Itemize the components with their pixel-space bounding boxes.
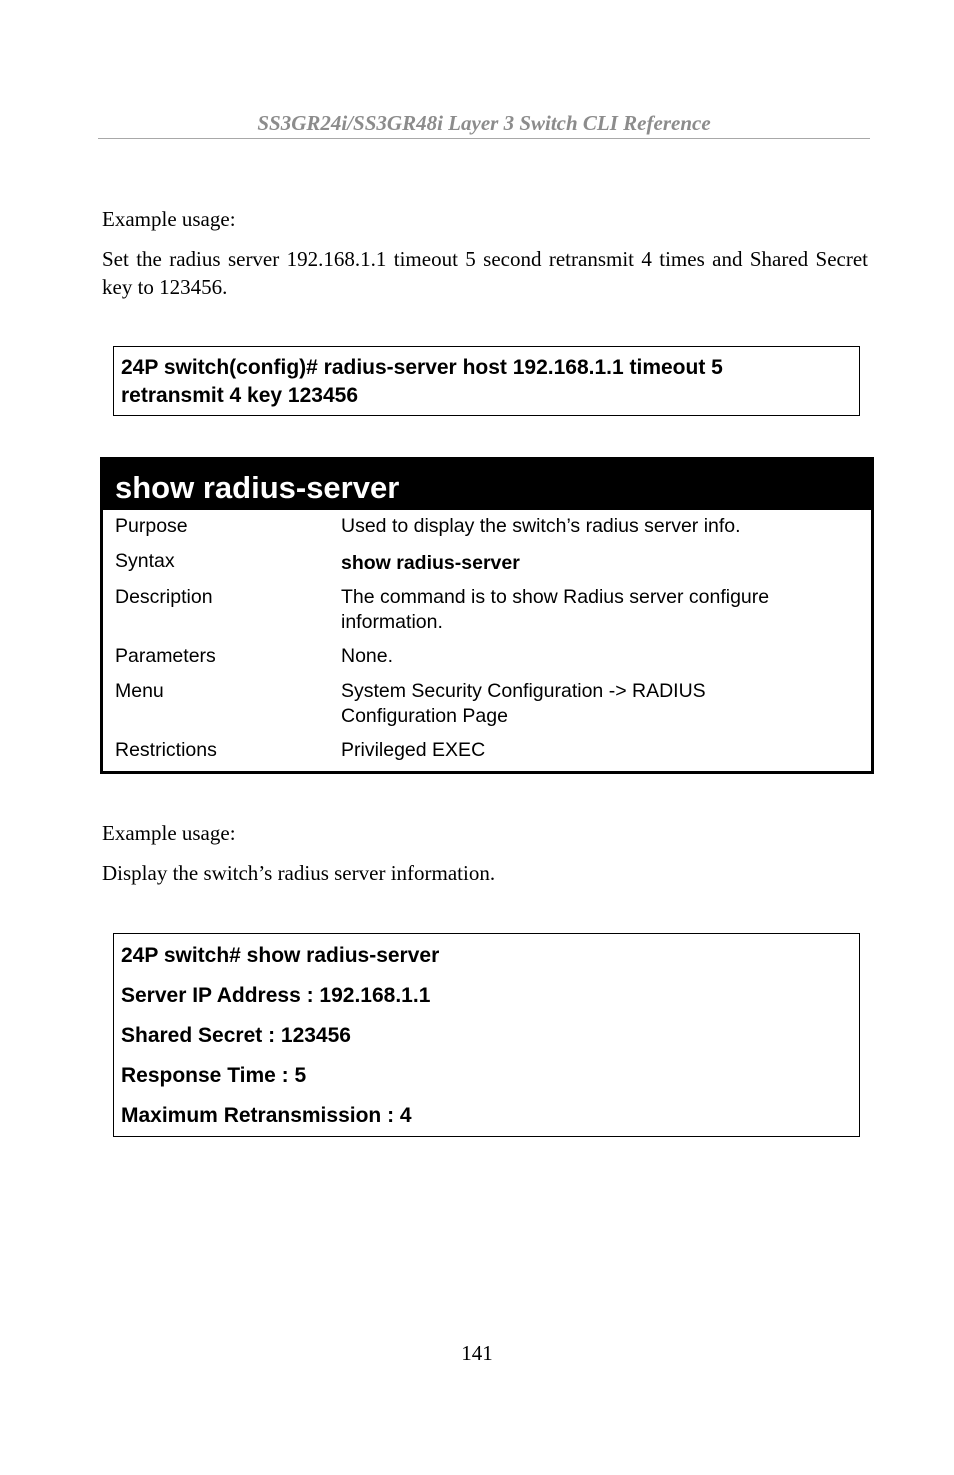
table-row: [103, 679, 871, 739]
row-value-menu: System Security Configuration -> RADIUS Configuration Page: [341, 680, 706, 727]
code-example-output: [113, 933, 860, 1137]
example-usage-label: Example usage:: [102, 207, 236, 231]
code-example-config: [113, 346, 860, 416]
example-usage-label-2: Example usage:: [102, 821, 236, 845]
code-line: retransmit 4 key 123456: [121, 384, 358, 407]
row-key-restrictions: Restrictions: [115, 739, 217, 761]
table-row: [103, 510, 871, 550]
row-key-description: Description: [115, 586, 213, 608]
code-line: 24P switch(config)# radius-server host 192.168.1.1 timeout 5: [121, 356, 723, 379]
row-value-description: The command is to show Radius server configure information.: [341, 586, 770, 633]
code-line: Response Time : 5: [121, 1064, 307, 1087]
row-key-parameters: Parameters: [115, 645, 216, 667]
command-title: show radius-server: [103, 460, 871, 510]
table-row: [103, 585, 871, 645]
row-key-syntax: Syntax: [115, 550, 175, 572]
command-reference-table: [100, 457, 874, 774]
table-row: [103, 739, 871, 771]
table-row: [103, 645, 871, 679]
row-key-purpose: Purpose: [115, 515, 188, 537]
row-value-restrictions: Privileged EXEC: [341, 739, 486, 761]
code-line: 24P switch# show radius-server: [121, 944, 440, 967]
row-value-parameters: None.: [341, 645, 394, 667]
code-line: Server IP Address : 192.168.1.1: [121, 984, 431, 1007]
row-key-menu: Menu: [115, 680, 164, 702]
row-value-purpose: Used to display the switch’s radius server info.: [341, 515, 741, 537]
example-description-2: Display the switch’s radius server information.: [102, 861, 496, 885]
running-header: SS3GR24i/SS3GR48i Layer 3 Switch CLI Reference: [98, 111, 870, 139]
row-value-syntax: show radius-server: [341, 552, 520, 574]
example-description: Set the radius server 192.168.1.1 timeout 5 second retransmit 4 times and Shared Secret key to 123456.: [102, 247, 868, 299]
code-line: Shared Secret : 123456: [121, 1024, 351, 1047]
table-row: [103, 550, 871, 585]
code-line: Maximum Retransmission : 4: [121, 1104, 412, 1127]
page-number: 141: [461, 1341, 493, 1365]
